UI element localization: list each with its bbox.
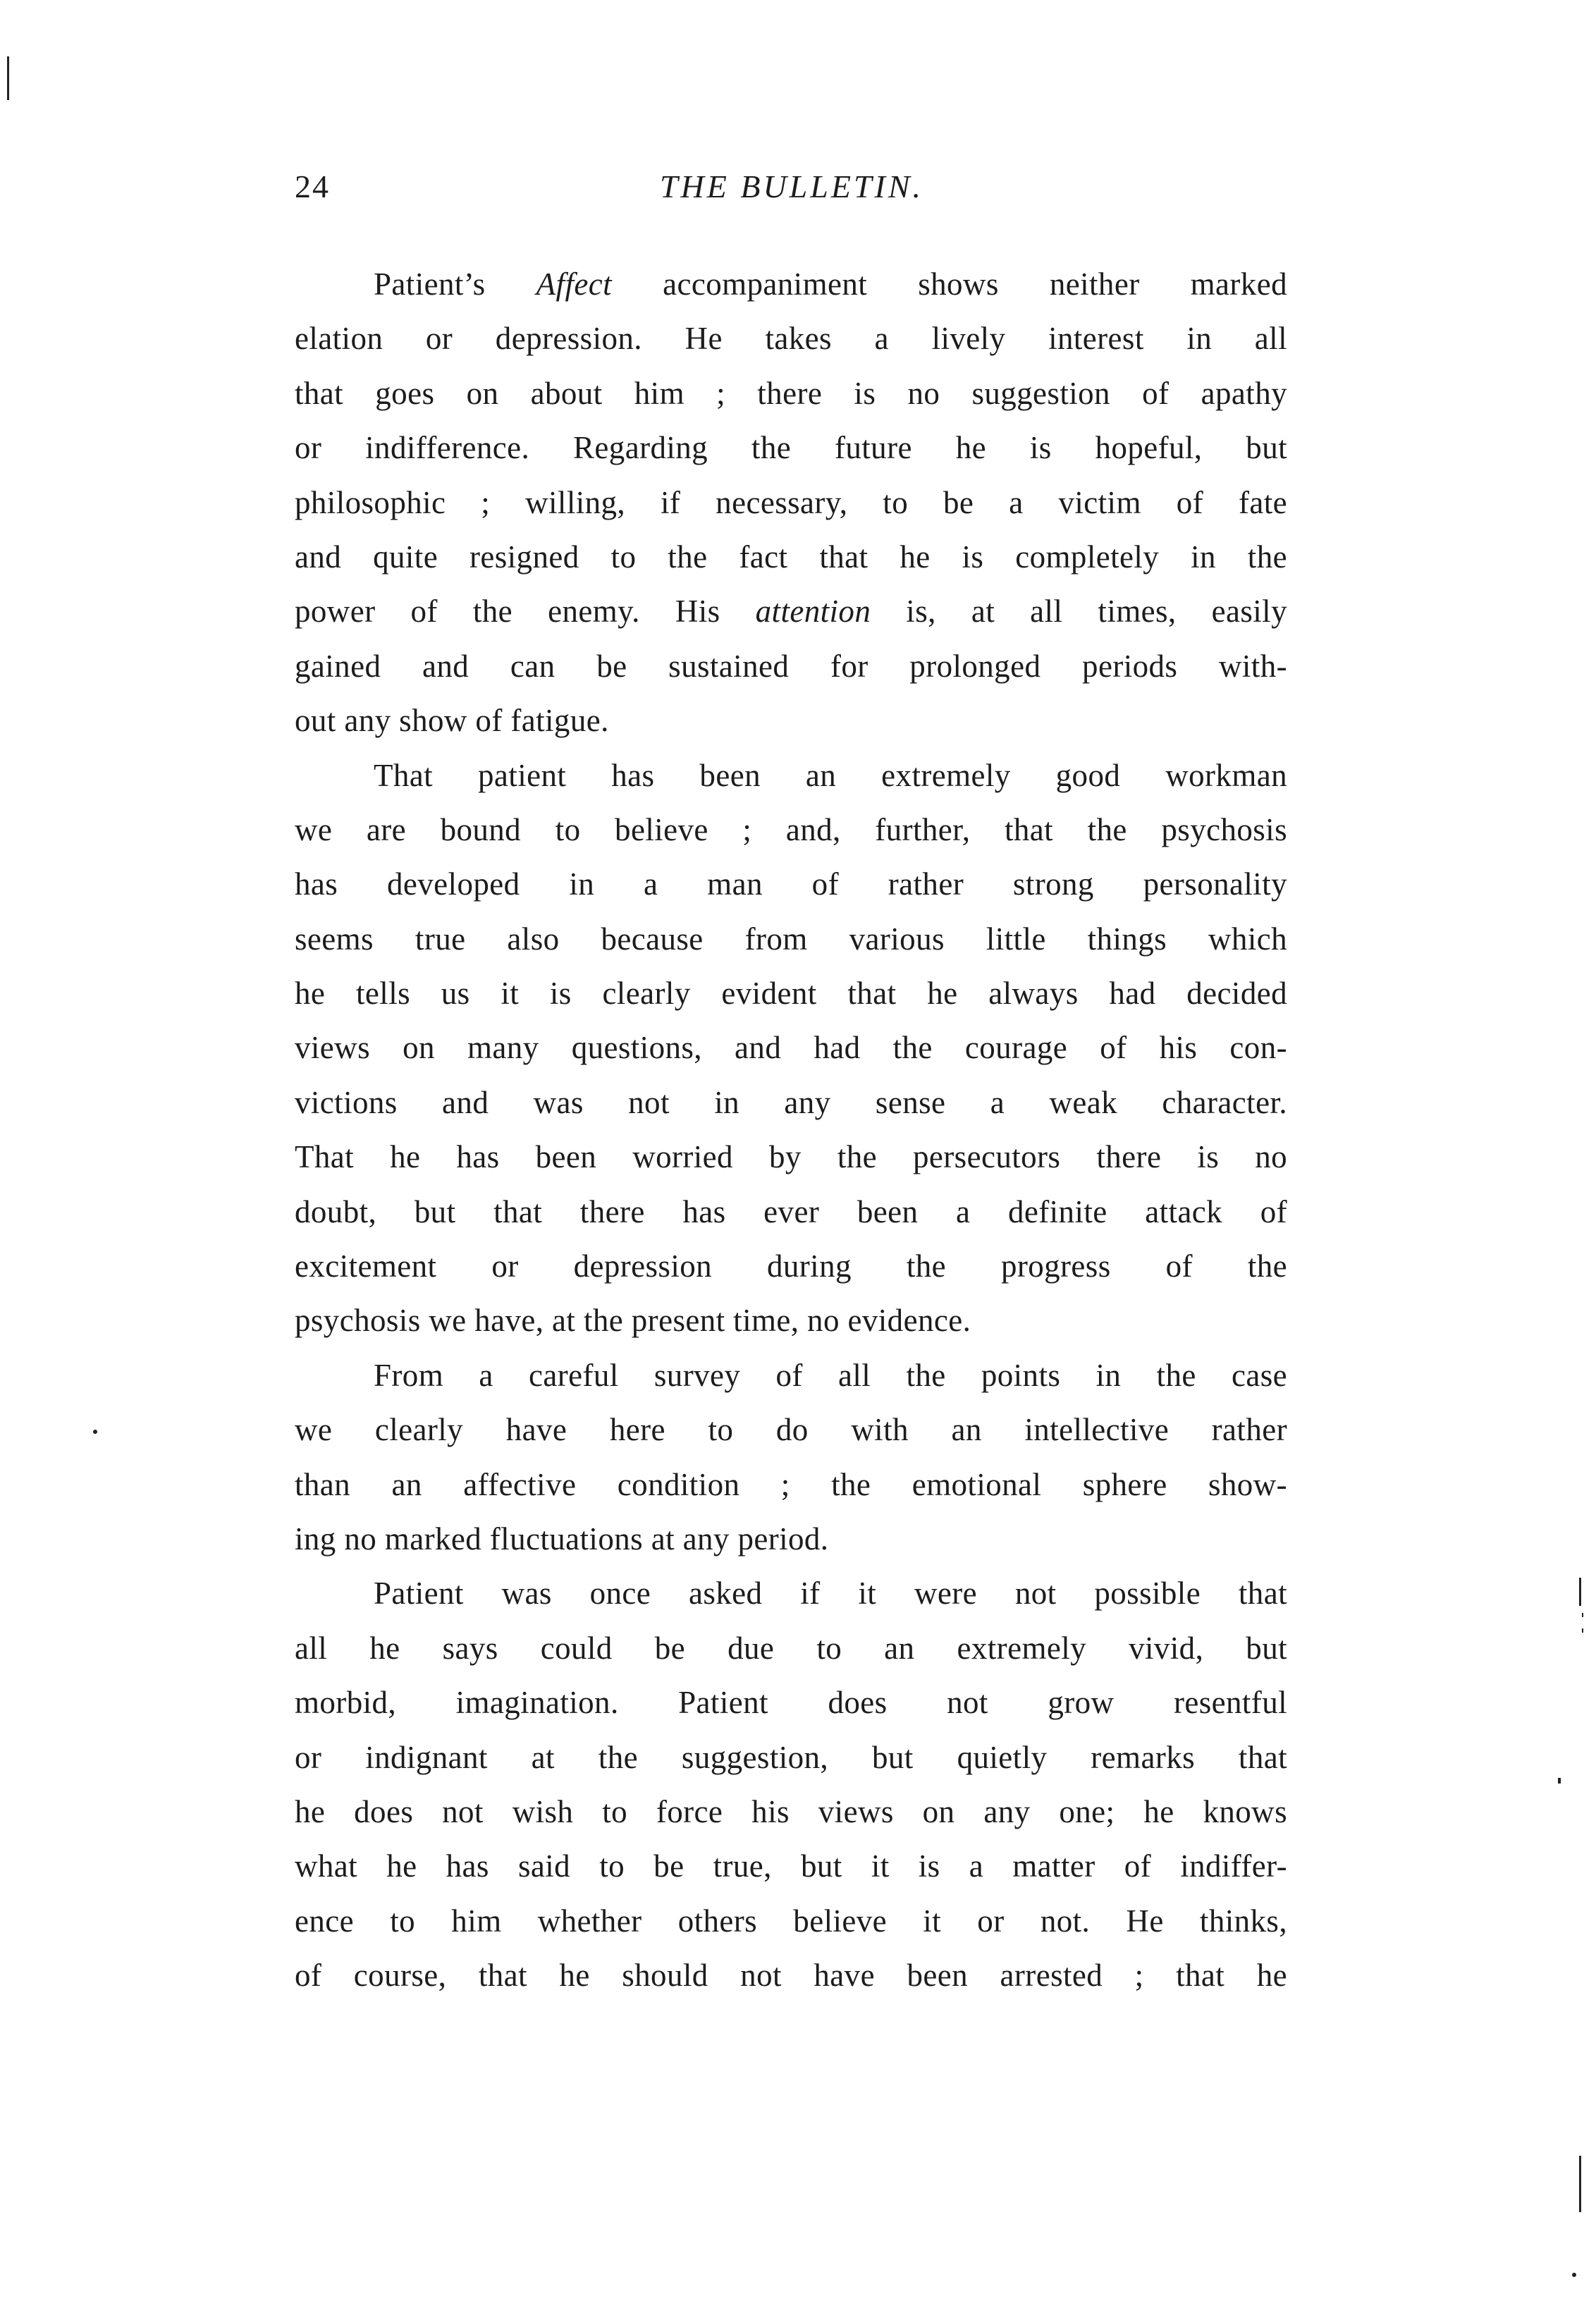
journal-title: THE BULLETIN. [659, 168, 924, 204]
paragraph-3-line-1: From a careful survey of all the points in the case [374, 1357, 1287, 1393]
paragraph-2-line-10: excitement or depression during the progress of the [295, 1248, 1287, 1284]
paragraph-3-line-2: we clearly have here to do with an intellective rather [295, 1412, 1287, 1448]
paragraph-1-line-1: Patient’s Affect accompaniment shows neither marked [374, 266, 1287, 302]
running-head [295, 168, 1289, 217]
paragraph-4-line-3: morbid, imagination. Patient does not grow resentful [295, 1685, 1287, 1721]
paragraph-4-line-6: what he has said to be true, but it is a matter of indiffer- [295, 1848, 1287, 1884]
scan-artifact-dot [93, 1430, 97, 1434]
scan-artifact-dot [1558, 1778, 1561, 1784]
paragraph-4-line-5: he does not wish to force his views on any one; he knows [295, 1793, 1287, 1829]
paragraph-2-line-2: we are bound to believe ; and, further, that the psychosis [295, 811, 1287, 847]
paragraph-1-line-5: philosophic ; willing, if necessary, to be a victim of fate [295, 484, 1287, 520]
paragraph-2-line-1: That patient has been an extremely good workman [374, 757, 1287, 793]
paragraph-3-line-3: than an affective condition ; the emotional sphere show- [295, 1466, 1287, 1502]
paragraph-1-line-6: and quite resigned to the fact that he is completely in the [295, 539, 1287, 575]
emphasis-affect: Affect [536, 266, 613, 302]
paragraph-3-line-4: ing no marked fluctuations at any period. [295, 1521, 829, 1557]
paragraph-2-line-9: doubt, but that there has ever been a definite attack of [295, 1193, 1287, 1229]
paragraph-1-line-3: that goes on about him ; there is no suggestion of apathy [295, 375, 1287, 411]
paragraph-1-line-8: gained and can be sustained for prolonged periods with- [295, 648, 1287, 684]
paragraph-4-line-1: Patient was once asked if it were not possible that [374, 1576, 1287, 1612]
paragraph-4-line-4: or indignant at the suggestion, but quietly remarks that [295, 1739, 1287, 1775]
paragraph-2-line-4: seems true also because from various little things which [295, 921, 1287, 957]
paragraph-2-line-8: That he has been worried by the persecutors there is no [295, 1139, 1287, 1175]
paragraph-1-line-2: elation or depression. He takes a lively interest in all [295, 321, 1287, 357]
scan-artifact-bar [1579, 2156, 1581, 2212]
paragraph-1-line-9: out any show of fatigue. [295, 703, 609, 739]
scan-artifact-bracket [1579, 1578, 1581, 1606]
scan-artifact-bar [7, 56, 9, 100]
paragraph-2-line-3: has developed in a man of rather strong personality [295, 866, 1287, 902]
paragraph-1-line-4: or indifference. Regarding the future he is hopeful, but [295, 430, 1287, 466]
body-text [295, 257, 1287, 2003]
paragraph-2-line-7: victions and was not in any sense a weak character. [295, 1084, 1287, 1120]
paragraph-4-line-7: ence to him whether others believe it or not. He thinks, [295, 1903, 1287, 1939]
scan-artifact-tick [1582, 1628, 1583, 1633]
paragraph-2-line-6: views on many questions, and had the courage of his con- [295, 1030, 1287, 1066]
emphasis-attention: attention [755, 594, 871, 630]
page-number: 24 [295, 168, 330, 204]
paragraph-2-line-11: psychosis we have, at the present time, no evidence. [295, 1303, 971, 1339]
paragraph-2-line-5: he tells us it is clearly evident that he always had decided [295, 976, 1287, 1012]
scan-artifact-tick [1582, 1613, 1583, 1617]
paragraph-4-line-2: all he says could be due to an extremely vivid, but [295, 1630, 1287, 1666]
scan-artifact-dot [1572, 2273, 1576, 2277]
paragraph-4-line-8: of course, that he should not have been arrested ; that he [295, 1958, 1287, 1994]
paragraph-1-line-7: power of the enemy. His attention is, at all times, easily [295, 594, 1287, 630]
